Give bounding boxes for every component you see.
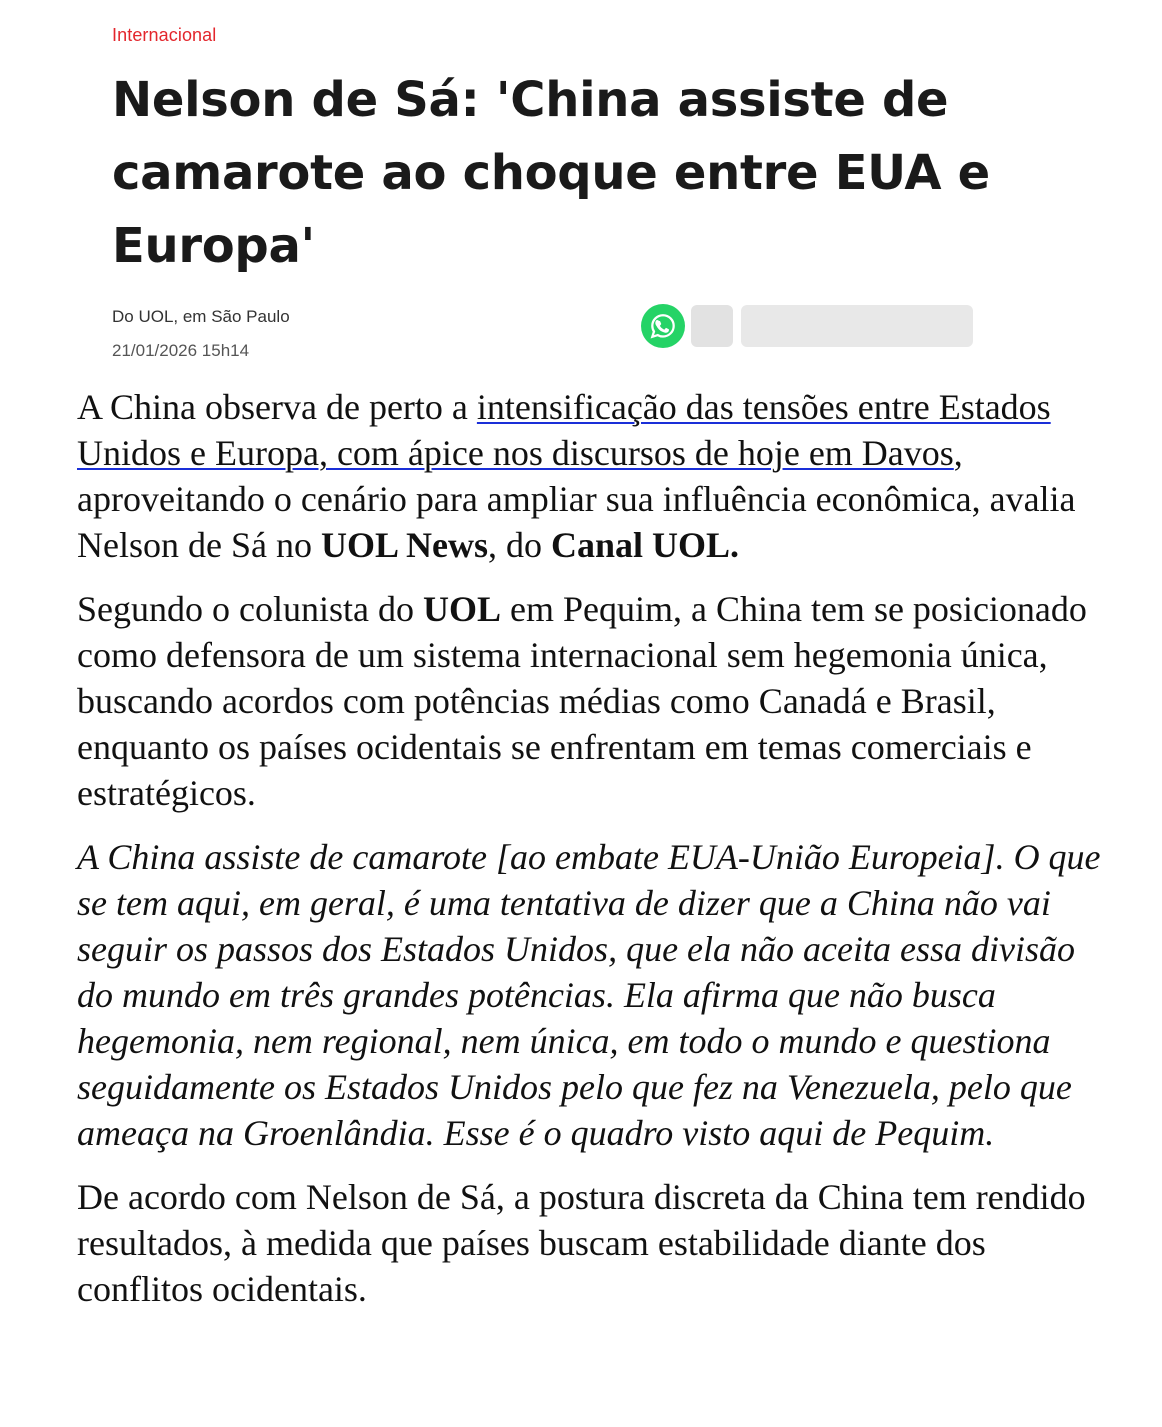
paragraph-4: De acordo com Nelson de Sá, a postura discreta da China tem rendido resultados, à medida que países buscam estabilidade diante dos conflitos ocidentais.: [77, 1177, 1086, 1309]
paragraph-2: [77, 586, 1117, 816]
paragraph-text: , do: [487, 525, 551, 565]
byline: Do UOL, em São Paulo: [112, 307, 290, 326]
paragraph-text: Segundo o colunista do: [77, 589, 423, 629]
section-label[interactable]: Internacional: [112, 25, 217, 45]
article-header: [112, 22, 1012, 283]
publish-date: 21/01/2026 15h14: [112, 341, 250, 360]
quote-paragraph: A China assiste de camarote [ao embate EUA-União Europeia]. O que se tem aqui, em geral, é uma tentativa de dizer que a China não vai seguir os passos dos Estados Unidos, que ela não aceita essa divisão do mundo em três grandes potências. Ela afirma que não busca hegemonia, nem regional, nem única, em todo o mundo e questiona seguidamente os Estados Unidos pelo que fez na Venezuela, pelo que ameaça na Groenlândia. Esse é o quadro visto aqui de Pequim.: [77, 837, 1101, 1153]
article-meta: [112, 300, 290, 368]
share-button-blurred[interactable]: [691, 305, 733, 347]
article-link[interactable]: intensificação das tensões entre Estados Unidos e Europa, com ápice nos discursos de hoje em Davos: [77, 387, 1051, 473]
share-bar: [641, 304, 973, 348]
program-name: UOL News: [320, 525, 488, 565]
whatsapp-icon[interactable]: [641, 304, 685, 348]
paragraph-text: em Pequim, a China tem se posicionado como defensora de um sistema internacional sem hegemonia única, buscando acordos com potências médias como Canadá e Brasil, enquanto os países ocidentais se enfrentam em temas comerciais e estratégicos.: [77, 589, 1087, 813]
article-body: [77, 384, 1117, 1330]
headline: Nelson de Sá: 'China assiste de camarote ao choque entre EUA e Europa': [112, 72, 990, 274]
channel-name: Canal UOL.: [550, 525, 740, 565]
outlet-name: UOL: [422, 589, 501, 629]
share-bar-blurred[interactable]: [741, 305, 973, 347]
paragraph-1: [77, 384, 1117, 568]
whatsapp-glyph-icon: [648, 311, 678, 341]
paragraph-text: , aproveitando o cenário para ampliar sua influência econômica, avalia Nelson de Sá no: [77, 433, 1076, 565]
paragraph-text: A China observa de perto a: [77, 387, 477, 427]
